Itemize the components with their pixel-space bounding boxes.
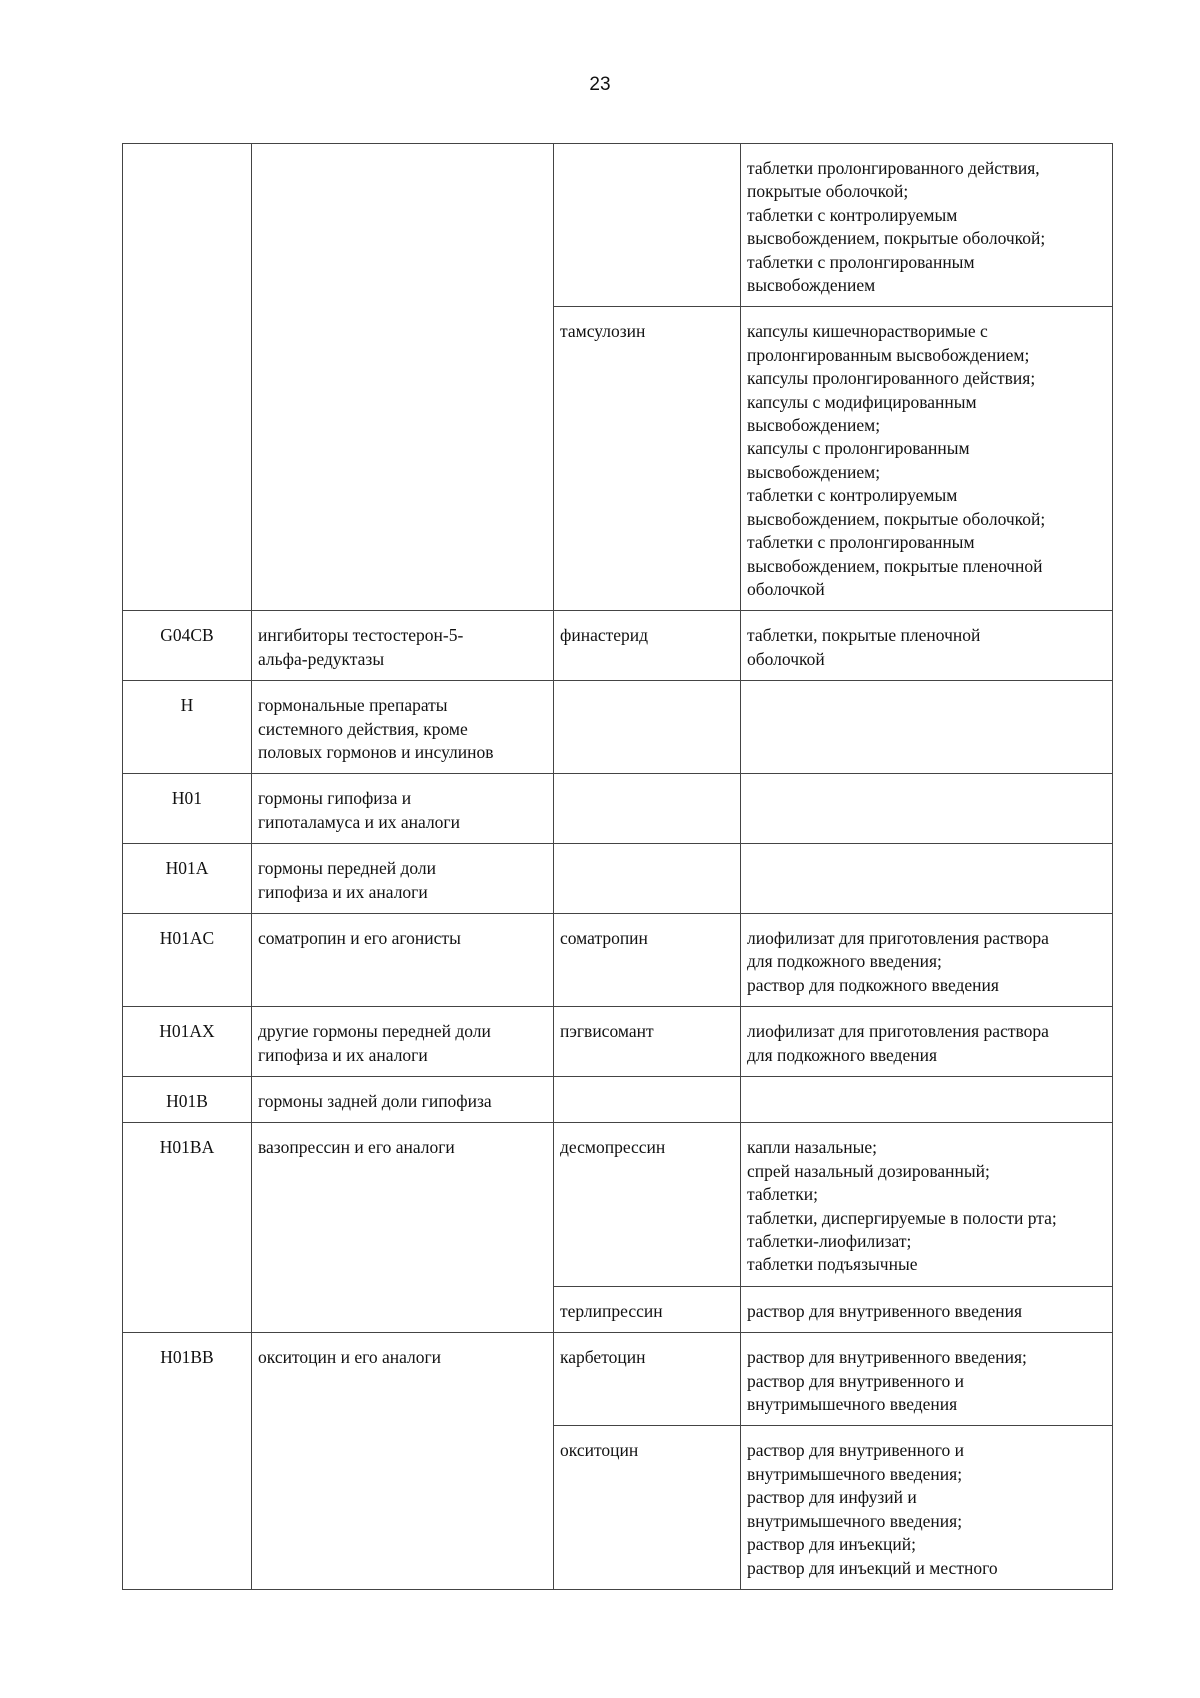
atc-code-cell <box>123 144 252 611</box>
atc-code-cell: H01AX <box>123 1007 252 1077</box>
drug-name-cell <box>554 144 741 307</box>
page-number: 23 <box>589 74 611 95</box>
drug-name-cell: финастерид <box>554 611 741 681</box>
atc-code-cell: G04CB <box>123 611 252 681</box>
drug-name-cell <box>554 1077 741 1123</box>
group-name-cell: другие гормоны передней доли гипофиза и их аналоги <box>252 1007 554 1077</box>
dosage-form-cell: раствор для внутривенного введения <box>741 1286 1113 1332</box>
group-name-cell: гормоны гипофиза и гипоталамуса и их аналоги <box>252 774 554 844</box>
drug-name-cell: терлипрессин <box>554 1286 741 1332</box>
drug-name-cell: окситоцин <box>554 1426 741 1589</box>
table-row <box>123 1333 1113 1426</box>
group-name-cell <box>252 144 554 611</box>
atc-code-cell: H01B <box>123 1077 252 1123</box>
dosage-form-cell: раствор для внутривенного введения; раствор для внутривенного и внутримышечного введения <box>741 1333 1113 1426</box>
dosage-form-cell: таблетки, покрытые пленочной оболочкой <box>741 611 1113 681</box>
dosage-form-cell <box>741 774 1113 844</box>
atc-code-cell: H01 <box>123 774 252 844</box>
atc-code-cell: H01AC <box>123 913 252 1006</box>
table-row <box>123 913 1113 1006</box>
atc-code-cell: H <box>123 681 252 774</box>
dosage-form-cell <box>741 1077 1113 1123</box>
dosage-form-cell: таблетки пролонгированного действия, покрытые оболочкой; таблетки с контролируемым высвобождением, покрытые оболочкой; таблетки с пролонгированным высвобождением <box>741 144 1113 307</box>
drug-name-cell <box>554 844 741 914</box>
table-row <box>123 1077 1113 1123</box>
dosage-form-cell: раствор для внутривенного и внутримышечного введения; раствор для инфузий и внутримышечного введения; раствор для инъекций; раствор для инъекций и местного <box>741 1426 1113 1589</box>
dosage-form-cell: лиофилизат для приготовления раствора для подкожного введения; раствор для подкожного введения <box>741 913 1113 1006</box>
table-row <box>123 1007 1113 1077</box>
table-row <box>123 611 1113 681</box>
group-name-cell: ингибиторы тестостерон-5- альфа-редуктазы <box>252 611 554 681</box>
dosage-form-cell: капли назальные; спрей назальный дозированный; таблетки; таблетки, диспергируемые в полости рта; таблетки-лиофилизат; таблетки подъязычные <box>741 1123 1113 1286</box>
drug-name-cell <box>554 774 741 844</box>
drug-name-cell: десмопрессин <box>554 1123 741 1286</box>
drug-name-cell: карбетоцин <box>554 1333 741 1426</box>
dosage-form-cell <box>741 844 1113 914</box>
group-name-cell: соматропин и его агонисты <box>252 913 554 1006</box>
dosage-form-cell: лиофилизат для приготовления раствора для подкожного введения <box>741 1007 1113 1077</box>
table-row <box>123 774 1113 844</box>
drug-name-cell: пэгвисомант <box>554 1007 741 1077</box>
group-name-cell: окситоцин и его аналоги <box>252 1333 554 1590</box>
group-name-cell: вазопрессин и его аналоги <box>252 1123 554 1333</box>
atc-code-cell: H01BA <box>123 1123 252 1333</box>
group-name-cell: гормоны передней доли гипофиза и их аналоги <box>252 844 554 914</box>
drug-table <box>122 143 1113 1590</box>
drug-name-cell <box>554 681 741 774</box>
atc-code-cell: H01A <box>123 844 252 914</box>
group-name-cell: гормональные препараты системного действия, кроме половых гормонов и инсулинов <box>252 681 554 774</box>
table-row <box>123 144 1113 307</box>
table-row <box>123 681 1113 774</box>
drug-name-cell: соматропин <box>554 913 741 1006</box>
table-row <box>123 844 1113 914</box>
dosage-form-cell <box>741 681 1113 774</box>
table-row <box>123 1123 1113 1286</box>
group-name-cell: гормоны задней доли гипофиза <box>252 1077 554 1123</box>
dosage-form-cell: капсулы кишечнорастворимые с пролонгированным высвобождением; капсулы пролонгированного действия; капсулы с модифицированным высвобождением; капсулы с пролонгированным высвобождением; таблетки с контролируемым высвобождением, покрытые оболочкой; таблетки с пролонгированным высвобождением, покрытые пленочной оболочкой <box>741 307 1113 611</box>
drug-name-cell: тамсулозин <box>554 307 741 611</box>
atc-code-cell: H01BB <box>123 1333 252 1590</box>
